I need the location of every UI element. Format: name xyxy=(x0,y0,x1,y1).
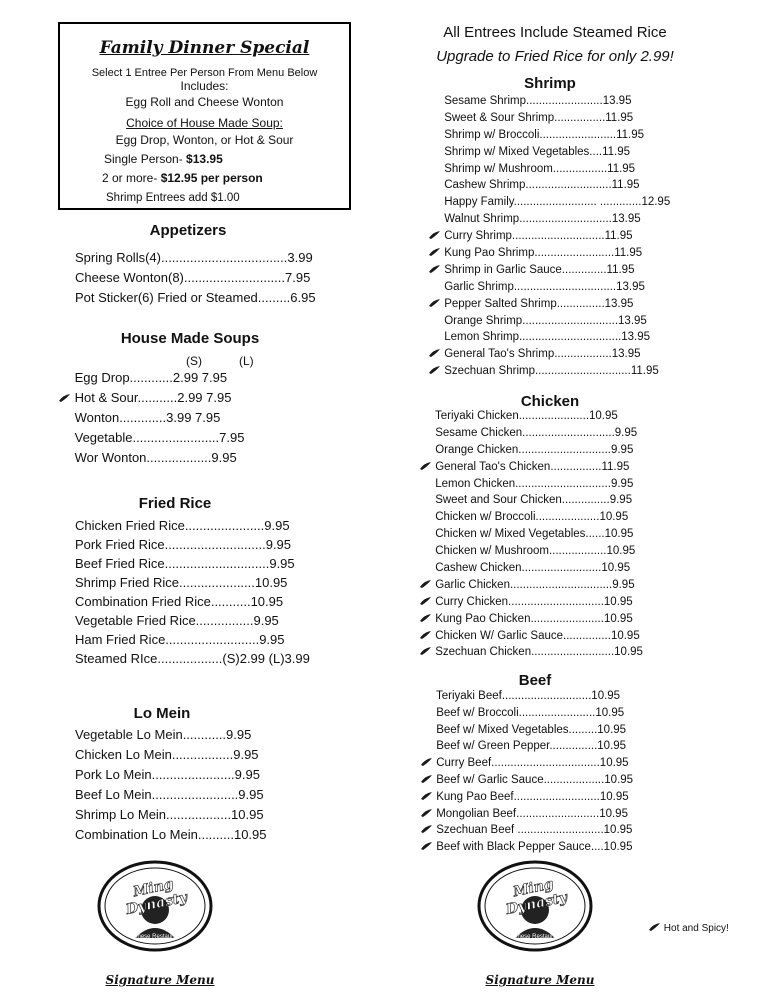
pepper-icon xyxy=(58,413,71,422)
menu-item xyxy=(419,461,643,474)
pepper-icon xyxy=(58,373,71,382)
menu-item-text: Teriyaki Chicken......................10.95 xyxy=(435,410,618,422)
menu-item xyxy=(419,494,643,507)
soups-col-l: (L) xyxy=(239,354,254,368)
ming-dynasty-logo-right xyxy=(475,858,595,958)
menu-item: Shrimp Fried Rice.....................10.95 xyxy=(75,575,288,590)
chicken-heading: Chicken xyxy=(520,393,580,410)
menu-item: Pork Fried Rice............................9.95 xyxy=(75,537,292,552)
menu-item-text: Szechuan Beef ...........................10.95 xyxy=(436,824,633,837)
menu-item xyxy=(428,112,670,125)
logo-sub: Chinese Restaurant xyxy=(128,934,182,940)
pepper-icon xyxy=(428,281,441,290)
pepper-icon xyxy=(419,511,432,520)
pepper-icon xyxy=(419,494,432,503)
menu-item-text: Beef with Black Pepper Sauce....10.95 xyxy=(436,841,633,854)
menu-item-text: Chicken w/ Mushroom..................10.95 xyxy=(435,545,636,558)
pepper-icon xyxy=(428,146,441,155)
pepper-icon xyxy=(428,95,441,104)
menu-item-text: Cashew Shrimp...........................11.95 xyxy=(444,179,640,192)
menu-item xyxy=(428,196,670,209)
family-shrimp-note: Shrimp Entrees add $1.00 xyxy=(106,192,240,204)
menu-item: Vegetable Lo Mein............9.95 xyxy=(75,727,252,742)
menu-item xyxy=(419,646,643,659)
pepper-icon xyxy=(420,841,433,850)
pepper-icon xyxy=(420,740,433,749)
family-line-select: Select 1 Entree Per Person From Menu Below xyxy=(91,67,318,79)
pepper-icon xyxy=(58,390,71,399)
menu-item xyxy=(419,596,643,609)
chicken-list xyxy=(419,410,643,663)
appetizers-list xyxy=(75,250,316,306)
menu-item xyxy=(428,163,670,176)
menu-item: Vegetable........................7.95 xyxy=(58,430,244,446)
menu-item-text: Shrimp w/ Mixed Vegetables....11.95 xyxy=(444,145,631,158)
menu-item xyxy=(428,179,670,192)
pepper-icon xyxy=(420,724,433,733)
menu-item-text: Orange Shrimp..............................13.95 xyxy=(444,314,647,327)
soups-heading: House Made Soups xyxy=(120,330,260,347)
menu-item-text: Beef w/ Garlic Sauce...................10.95 xyxy=(436,773,634,786)
pepper-icon xyxy=(428,230,441,239)
logo-name: Ming Dynasty xyxy=(124,876,189,919)
family-dinner-special-box xyxy=(58,22,351,210)
menu-item-text: General Tao's Chicken................11.95 xyxy=(435,460,630,473)
pepper-icon xyxy=(419,562,432,571)
pepper-icon xyxy=(419,478,432,487)
menu-item xyxy=(428,264,670,277)
menu-item-text: Sesame Chicken.............................9.95 xyxy=(435,426,638,439)
menu-item: Chicken Fried Rice......................9.95 xyxy=(75,518,290,533)
shrimp-list xyxy=(428,95,670,382)
menu-item xyxy=(420,724,633,737)
fried-rice-list xyxy=(75,518,310,667)
menu-item: Egg Drop............2.99 7.95 xyxy=(58,370,244,386)
pepper-icon xyxy=(419,545,432,554)
menu-item xyxy=(419,427,643,440)
menu-item xyxy=(419,410,643,423)
menu-item: Chicken Lo Mein.................9.95 xyxy=(75,747,259,762)
menu-item: Shrimp Lo Mein..................10.95 xyxy=(75,807,264,822)
legend-label: Hot and Spicy! xyxy=(663,923,729,934)
menu-item: Pork Lo Mein.......................9.95 xyxy=(75,767,260,782)
menu-item-text: Chicken w/ Broccoli....................10.95 xyxy=(435,511,629,524)
menu-item-text: Garlic Shrimp................................13.95 xyxy=(444,280,645,293)
shrimp-heading: Shrimp xyxy=(524,75,576,92)
menu-item: Cheese Wonton(8)............................7.95 xyxy=(75,270,311,285)
pepper-icon xyxy=(428,196,441,205)
upgrade-note: Upgrade to Fried Rice for only 2.99! xyxy=(436,48,674,65)
family-line-eggroll: Egg Roll and Cheese Wonton xyxy=(125,95,284,109)
family-line-soup-choice: Choice of House Made Soup: xyxy=(126,116,283,130)
pepper-icon xyxy=(419,596,432,605)
menu-item xyxy=(428,230,670,243)
pepper-icon xyxy=(428,247,441,256)
menu-item-text: Happy Family.......................... .............12.95 xyxy=(444,196,671,209)
ming-dynasty-logo-left xyxy=(95,858,215,958)
pepper-icon xyxy=(419,427,432,436)
menu-item xyxy=(428,348,670,361)
pepper-icon xyxy=(420,707,433,716)
menu-item: Beef Fried Rice.............................9.95 xyxy=(75,556,295,571)
pepper-icon xyxy=(428,315,441,324)
menu-item-text: Kung Pao Shrimp.........................11.95 xyxy=(444,247,643,260)
menu-item xyxy=(428,365,670,378)
menu-item: Ham Fried Rice..........................9.95 xyxy=(75,632,285,647)
pepper-icon xyxy=(58,453,71,462)
menu-item-text: Szechuan Shrimp..............................11.95 xyxy=(444,365,659,378)
menu-item xyxy=(428,298,670,311)
logo-sub: Chinese Restaurant xyxy=(508,934,562,940)
menu-item: Hot & Sour...........2.99 7.95 xyxy=(58,390,244,406)
menu-item xyxy=(420,707,633,720)
menu-item: Spring Rolls(4)...................................3.99 xyxy=(75,250,313,265)
menu-item xyxy=(420,791,633,804)
pepper-icon xyxy=(419,579,432,588)
menu-item-text: Chicken w/ Mixed Vegetables......10.95 xyxy=(435,528,634,541)
pepper-icon xyxy=(419,444,432,453)
menu-item xyxy=(428,281,670,294)
menu-item-text: Shrimp in Garlic Sauce..............11.95 xyxy=(444,263,635,276)
menu-item xyxy=(428,247,670,260)
signature-menu-left: Signature Menu xyxy=(105,973,215,987)
pepper-icon xyxy=(58,433,71,442)
menu-item-text: Mongolian Beef..........................10.95 xyxy=(436,807,628,820)
pepper-icon xyxy=(428,331,441,340)
pepper-icon xyxy=(428,365,441,374)
fried-rice-heading: Fried Rice xyxy=(138,495,212,512)
lo-mein-list xyxy=(75,727,267,843)
menu-item xyxy=(419,562,643,575)
menu-item xyxy=(419,630,643,643)
menu-item xyxy=(428,95,670,108)
menu-item: Beef Lo Mein........................9.95 xyxy=(75,787,264,802)
menu-item-text: Lemon Chicken..............................9.95 xyxy=(435,477,634,490)
pepper-icon xyxy=(420,757,433,766)
pepper-icon xyxy=(419,630,432,639)
menu-item-text: Chicken W/ Garlic Sauce...............10.95 xyxy=(435,629,640,642)
menu-item-text: Garlic Chicken................................9.95 xyxy=(435,578,635,591)
menu-item-text: General Tao's Shrimp..................13.95 xyxy=(444,348,641,361)
menu-item-text: Beef w/ Broccoli........................10.95 xyxy=(436,706,625,719)
pepper-icon xyxy=(428,348,441,357)
menu-item xyxy=(419,478,643,491)
pepper-icon xyxy=(420,808,433,817)
menu-item: Wor Wonton..................9.95 xyxy=(58,450,244,466)
menu-item xyxy=(420,841,633,854)
pepper-icon xyxy=(428,112,441,121)
pepper-icon xyxy=(420,690,433,699)
menu-item: Pot Sticker(6) Fried or Steamed.........6.95 xyxy=(75,290,316,305)
pepper-icon xyxy=(419,410,432,419)
menu-item-text: Cashew Chicken.........................10.95 xyxy=(435,562,631,575)
pepper-icon xyxy=(428,298,441,307)
menu-item-text: Orange Chicken.............................9.95 xyxy=(435,443,634,456)
pepper-icon xyxy=(420,791,433,800)
menu-item xyxy=(420,757,633,770)
pepper-icon xyxy=(419,461,432,470)
menu-item xyxy=(420,808,633,821)
beef-heading: Beef xyxy=(518,672,552,689)
menu-item xyxy=(428,315,670,328)
menu-item xyxy=(428,331,670,344)
menu-item-text: Sweet & Sour Shrimp................11.95 xyxy=(444,111,634,124)
spicy-legend xyxy=(648,922,729,934)
family-dinner-title: Family Dinner Special xyxy=(99,38,310,58)
menu-item-text: Kung Pao Chicken.......................10.95 xyxy=(435,612,633,625)
menu-item-text: Beef w/ Green Pepper...............10.95 xyxy=(436,740,627,753)
menu-item-text: Szechuan Chicken..........................10.95 xyxy=(435,646,643,659)
menu-item-text: Sweet and Sour Chicken...............9.95 xyxy=(435,494,633,507)
menu-item-text: Walnut Shrimp.............................13.95 xyxy=(444,213,641,226)
pepper-icon xyxy=(428,264,441,273)
pepper-icon xyxy=(428,179,441,188)
menu-item xyxy=(419,579,643,592)
menu-item xyxy=(420,774,633,787)
menu-item xyxy=(419,528,643,541)
menu-item-text: Shrimp w/ Broccoli........................11.95 xyxy=(444,128,645,141)
menu-item xyxy=(420,690,633,703)
menu-item xyxy=(419,511,643,524)
appetizers-heading: Appetizers xyxy=(149,222,227,239)
menu-item-text: Shrimp w/ Mushroom.................11.95 xyxy=(444,162,636,175)
soups-col-s: (S) xyxy=(186,354,202,368)
pepper-icon xyxy=(420,824,433,833)
pepper-icon xyxy=(419,613,432,622)
menu-item: Vegetable Fried Rice................9.95 xyxy=(75,613,279,628)
menu-item-text: Sesame Shrimp........................13.95 xyxy=(444,95,632,107)
family-multi-price: 2 or more- $12.95 per person xyxy=(102,171,263,185)
signature-menu-right: Signature Menu xyxy=(485,973,595,987)
menu-item-text: Kung Pao Beef...........................10.95 xyxy=(436,790,629,803)
soups-list xyxy=(58,370,244,466)
logo-name: Ming Dynasty xyxy=(504,876,569,919)
menu-item xyxy=(419,613,643,626)
pepper-icon xyxy=(419,528,432,537)
family-single-price: Single Person- $13.95 xyxy=(104,152,223,166)
beef-list xyxy=(420,690,633,858)
menu-item xyxy=(419,545,643,558)
lo-mein-heading: Lo Mein xyxy=(133,705,191,722)
pepper-icon xyxy=(428,163,441,172)
menu-item xyxy=(428,129,670,142)
menu-item: Combination Lo Mein..........10.95 xyxy=(75,827,267,842)
menu-item-text: Curry Beef..................................10.95 xyxy=(436,757,629,770)
menu-item: Wonton.............3.99 7.95 xyxy=(58,410,244,426)
menu-item-text: Beef w/ Mixed Vegetables.........10.95 xyxy=(436,723,627,736)
family-line-soups: Egg Drop, Wonton, or Hot & Sour xyxy=(115,133,294,147)
pepper-icon xyxy=(428,129,441,138)
menu-item xyxy=(420,740,633,753)
entrees-rice-note: All Entrees Include Steamed Rice xyxy=(443,24,667,41)
menu-item xyxy=(428,213,670,226)
family-line-includes: Includes: xyxy=(180,79,229,93)
menu-item xyxy=(420,824,633,837)
menu-item-text: Curry Shrimp.............................11.95 xyxy=(444,230,633,243)
menu-item-text: Lemon Shrimp................................13.95 xyxy=(444,331,651,344)
menu-item xyxy=(428,146,670,159)
pepper-icon xyxy=(419,646,432,655)
menu-item: Steamed RIce..................(S)2.99 (L)3.99 xyxy=(75,651,310,666)
menu-item-text: Curry Chicken..............................10.95 xyxy=(435,595,633,608)
menu-item xyxy=(419,444,643,457)
menu-item: Combination Fried Rice...........10.95 xyxy=(75,594,284,609)
pepper-icon xyxy=(428,213,441,222)
pepper-icon xyxy=(420,774,433,783)
menu-item-text: Pepper Salted Shrimp...............13.95 xyxy=(444,297,634,310)
menu-item-text: Teriyaki Beef............................10.95 xyxy=(436,690,621,702)
pepper-icon xyxy=(648,922,661,931)
